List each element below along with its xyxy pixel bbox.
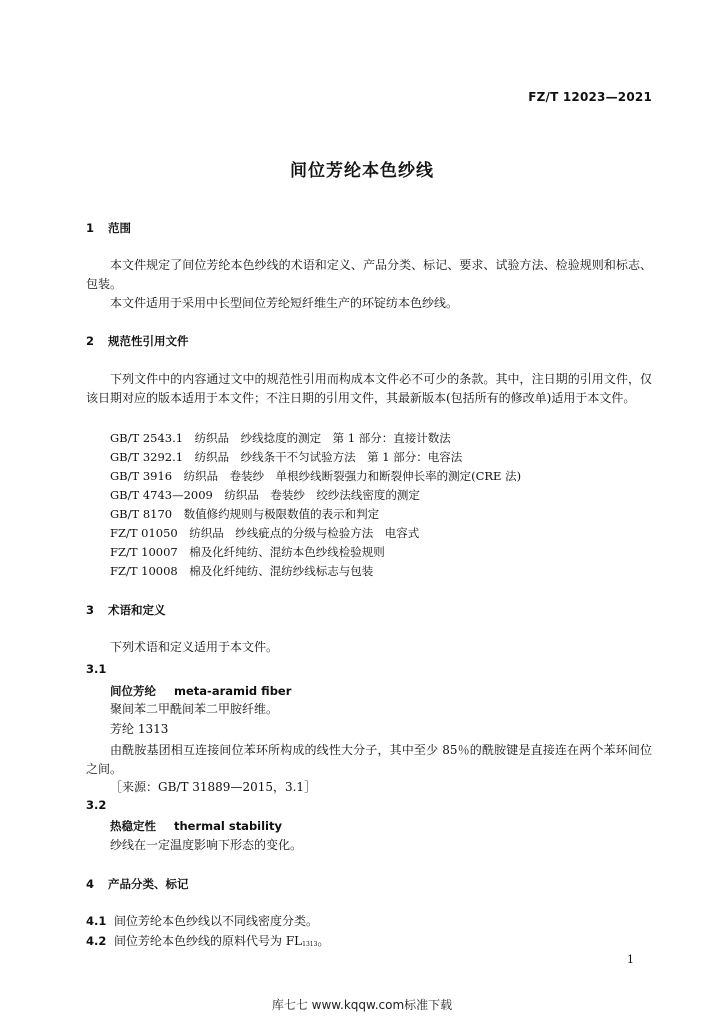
section-title: 产品分类、标记 [108,877,189,891]
clause-text: 间位芳纶本色纱线的原料代号为 FL [114,934,303,948]
term-english: meta-aramid fiber [174,684,292,698]
section-4-heading [86,876,189,892]
footer-watermark: 库七七 www.kqqw.com标准下载 [271,998,453,1012]
section-number: 2 [86,334,95,348]
term-definition: 纱线在一定温度影响下形态的变化。 [110,838,303,852]
document-title: 间位芳纶本色纱线 [290,161,434,181]
term-alternative: 芳纶 1313 [110,722,169,736]
terms-intro: 下列术语和定义适用于本文件。 [110,640,279,654]
reference-item: GB/T 4743—2009 纺织品 卷装纱 绞纱法线密度的测定 [110,488,420,502]
section-title: 规范性引用文件 [108,334,189,348]
clause-subscript: 1313 [302,941,318,948]
section-number: 1 [86,221,95,235]
page-number: 1 [627,953,634,966]
clause-text: 间位芳纶本色纱线以不同线密度分类。 [114,914,319,928]
section-3-heading [86,602,166,618]
scope-paragraph-1: 本文件规定了间位芳纶本色纱线的术语和定义、产品分类、标记、要求、试验方法、检验规则和标志、包装。 [86,258,652,291]
reference-item: FZ/T 10008 棉及化纤纯纺、混纺纱线标志与包装 [110,564,374,578]
reference-item: FZ/T 10007 棉及化纤纯纺、混纺本色纱线检验规则 [110,545,385,559]
term-number: 3.2 [86,798,107,812]
section-2-heading [86,333,189,349]
section-1-heading [86,220,131,236]
term-chinese: 间位芳纶 [110,684,156,698]
reference-item: GB/T 8170 数值修约规则与极限数值的表示和判定 [110,507,380,521]
clause-4-1 [86,912,318,929]
term-chinese: 热稳定性 [110,819,156,833]
normative-references-intro: 下列文件中的内容通过文中的规范性引用而构成本文件必不可少的条款。其中，注日期的引用文件，仅该日期对应的版本适用于本文件；不注日期的引用文件，其最新版本(包括所有的修改单)适用于本文件。 [86,372,652,405]
clause-text-end: 。 [317,934,330,948]
term-english: thermal stability [174,819,282,833]
scope-paragraph-2: 本文件适用于采用中长型间位芳纶短纤维生产的环锭纺本色纱线。 [110,296,459,310]
reference-item: GB/T 3292.1 纺织品 纱线条干不匀试验方法 第 1 部分：电容法 [110,450,463,464]
section-title: 范围 [108,221,131,235]
term-heading [110,683,291,699]
document-code: FZ/T 12023—2021 [528,90,652,104]
clause-4-2 [86,932,329,949]
term-definition: 聚间苯二甲酰间苯二甲胺纤维。 [110,702,279,716]
reference-item: GB/T 3916 纺织品 卷装纱 单根纱线断裂强力和断裂伸长率的测定(CRE 法) [110,469,522,483]
section-title: 术语和定义 [108,603,166,617]
term-note: 由酰胺基团相互连接间位苯环所构成的线性大分子，其中至少 85％的酰胺键是直接连在两个苯环间位之间。 [86,743,652,776]
reference-item: GB/T 2543.1 纺织品 纱线捻度的测定 第 1 部分：直接计数法 [110,431,451,445]
term-source: ［来源：GB/T 31889—2015，3.1］ [110,780,317,794]
reference-item: FZ/T 01050 纺织品 纱线疵点的分级与检验方法 电容式 [110,526,420,540]
section-number: 3 [86,603,95,617]
section-number: 4 [86,877,95,891]
clause-number: 4.2 [86,934,107,948]
term-number: 3.1 [86,662,107,676]
clause-number: 4.1 [86,914,107,928]
term-heading [110,818,282,834]
